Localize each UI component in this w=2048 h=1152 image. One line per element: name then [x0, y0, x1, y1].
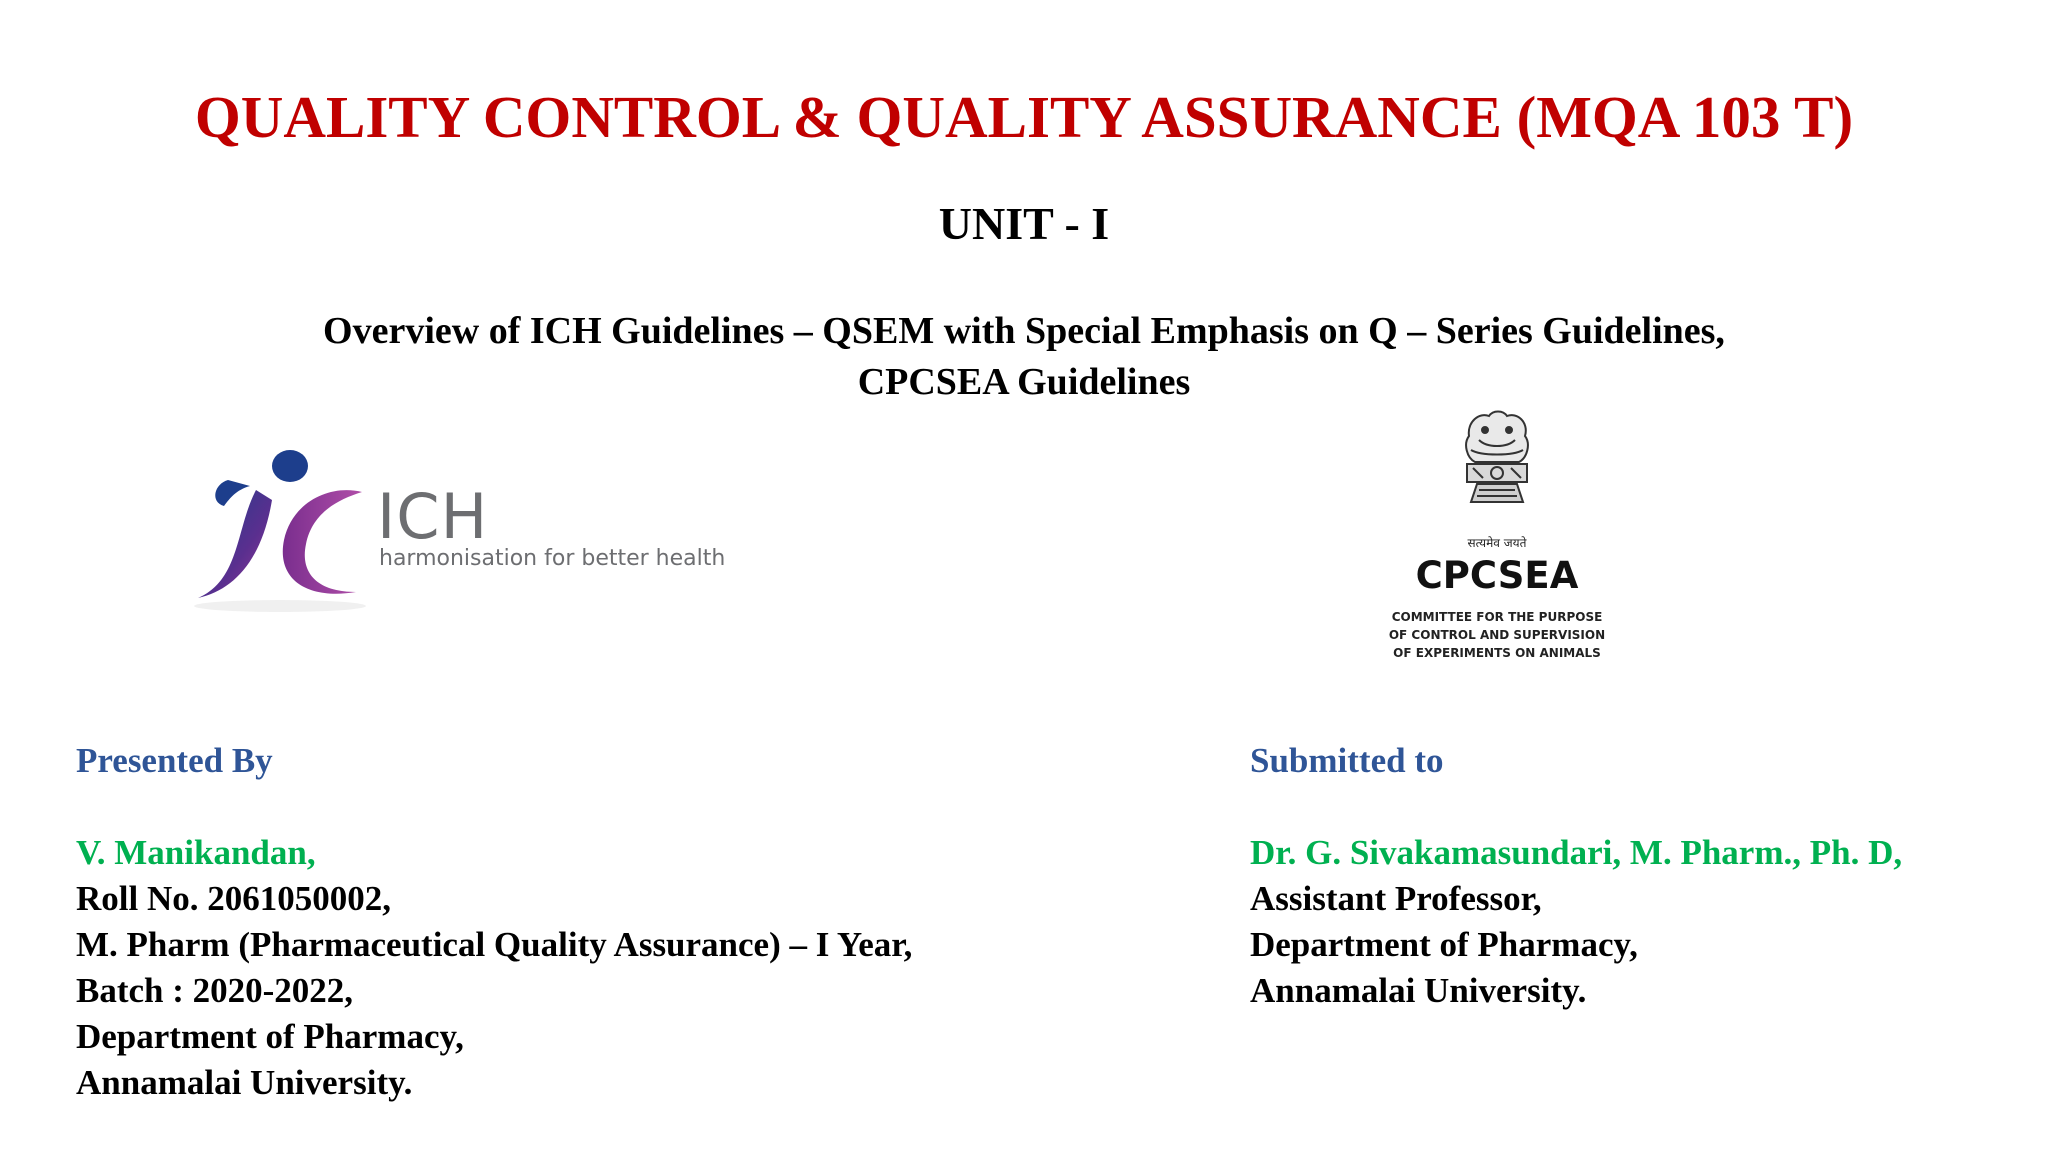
cpcsea-logo — [1372, 402, 1622, 672]
presenter-block — [76, 738, 1176, 1106]
topic-line-2: CPCSEA Guidelines — [857, 361, 1191, 403]
national-emblem-icon — [1449, 406, 1545, 534]
ich-name: ICH — [377, 480, 489, 553]
cpcsea-fullname-line: OF EXPERIMENTS ON ANIMALS — [1393, 646, 1601, 660]
ich-logo — [180, 440, 800, 620]
submitted-block — [1250, 738, 2030, 1014]
unit-label: UNIT - I — [938, 198, 1110, 249]
presenter-name: V. Manikandan, — [76, 833, 316, 872]
cpcsea-fullname — [1372, 608, 1622, 662]
presenter-detail: M. Pharm (Pharmaceutical Quality Assurance) – I Year, — [76, 925, 913, 964]
cpcsea-acronym: CPCSEA — [1415, 554, 1579, 597]
topic — [0, 306, 2048, 408]
ich-tagline: harmonisation for better health — [379, 546, 726, 571]
presenter-detail: Roll No. 2061050002, — [76, 879, 391, 918]
slide-title: QUALITY CONTROL & QUALITY ASSURANCE (MQA 103 T) — [194, 84, 1854, 150]
cpcsea-motto: सत्यमेव जयते — [1467, 536, 1527, 550]
submitted-heading: Submitted to — [1250, 741, 1444, 780]
presenter-detail: Department of Pharmacy, — [76, 1017, 464, 1056]
cpcsea-fullname-line: OF CONTROL AND SUPERVISION — [1388, 628, 1606, 642]
submitted-detail: Assistant Professor, — [1250, 879, 1542, 918]
ich-figure-icon — [180, 440, 380, 620]
submitted-name: Dr. G. Sivakamasundari, M. Pharm., Ph. D, — [1250, 833, 1903, 872]
presenter-detail: Annamalai University. — [76, 1063, 413, 1102]
presenter-detail: Batch : 2020-2022, — [76, 971, 354, 1010]
submitted-detail: Department of Pharmacy, — [1250, 925, 1638, 964]
submitted-detail: Annamalai University. — [1250, 971, 1587, 1010]
presenter-heading: Presented By — [76, 741, 273, 780]
topic-line-1: Overview of ICH Guidelines – QSEM with Special Emphasis on Q – Series Guidelines, — [323, 310, 1725, 352]
cpcsea-fullname-line: COMMITTEE FOR THE PURPOSE — [1391, 610, 1603, 624]
